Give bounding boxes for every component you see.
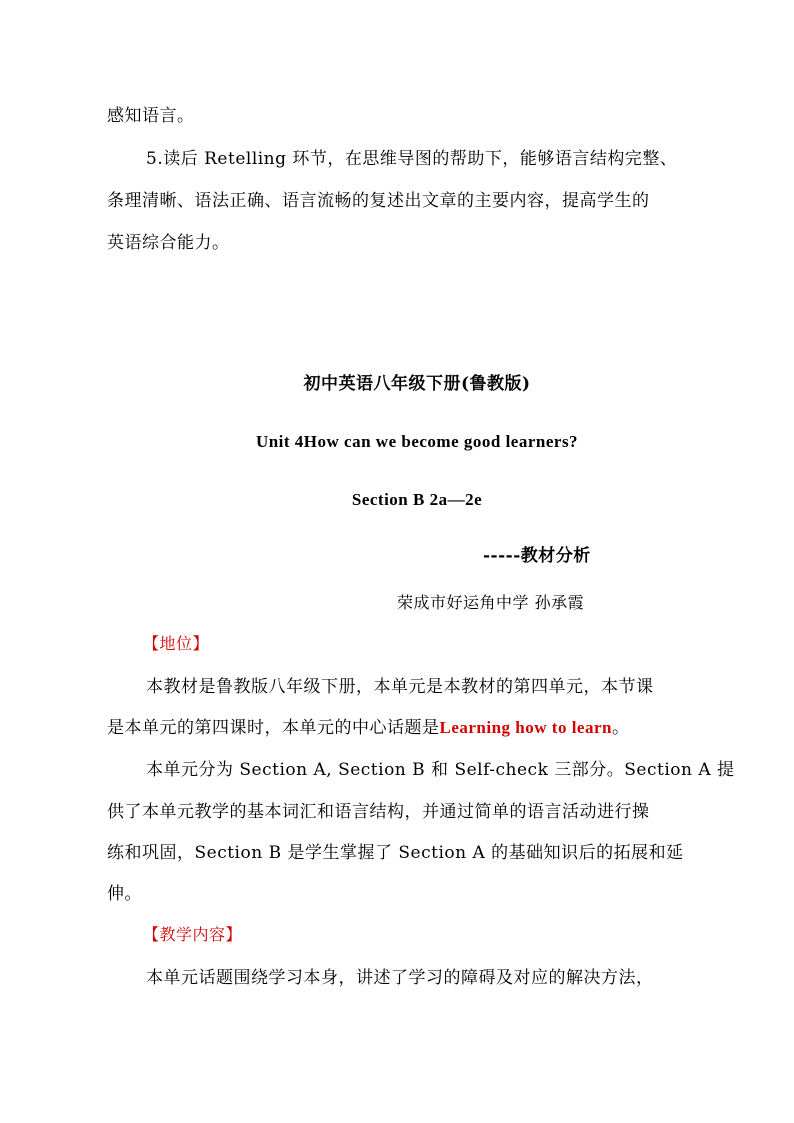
content-p1-line-1: 本单元话题围绕学习本身，讲述了学习的障碍及对应的解决方法， xyxy=(146,968,654,988)
item5-line-3: 英语综合能力。 xyxy=(107,233,230,253)
central-topic: Learning how to learn xyxy=(439,718,612,737)
intro-line-1: 感知语言。 xyxy=(107,106,195,126)
position-p1-line-2-suffix: 。 xyxy=(611,718,630,738)
author-line: 荣成市好运角中学 孙承霞 xyxy=(397,593,585,612)
document-subtitle: -----教材分析 xyxy=(483,546,591,566)
position-p2-line-1: 本单元分为 Section A, Section B 和 Self-check 三部分。Section A 提 xyxy=(146,760,735,780)
item5-line-1: 5.读后 Retelling 环节，在思维导图的帮助下，能够语言结构完整、 xyxy=(146,149,678,169)
content-heading: 【教学内容】 xyxy=(143,925,243,944)
position-p1-line-1: 本教材是鲁教版八年级下册，本单元是本教材的第四单元，本节课 xyxy=(146,677,654,697)
position-p1-line-2 xyxy=(107,716,629,740)
position-heading: 【地位】 xyxy=(143,634,210,653)
document-title: 初中英语八年级下册(鲁教版) xyxy=(303,374,531,394)
position-p1-line-2-prefix: 是本单元的第四课时，本单元的中心话题是 xyxy=(107,718,440,738)
unit-title: Unit 4How can we become good learners? xyxy=(255,432,579,451)
position-p2-line-3: 练和巩固，Section B 是学生掌握了 Section A 的基础知识后的拓展和延 xyxy=(107,843,684,863)
item5-line-2: 条理清晰、语法正确、语言流畅的复述出文章的主要内容，提高学生的 xyxy=(107,191,650,211)
position-p2-line-2: 供了本单元教学的基本词汇和语言结构，并通过简单的语言活动进行操 xyxy=(107,802,650,822)
position-p2-line-4: 伸。 xyxy=(107,884,142,904)
section-title: Section B 2a—2e xyxy=(351,490,483,509)
